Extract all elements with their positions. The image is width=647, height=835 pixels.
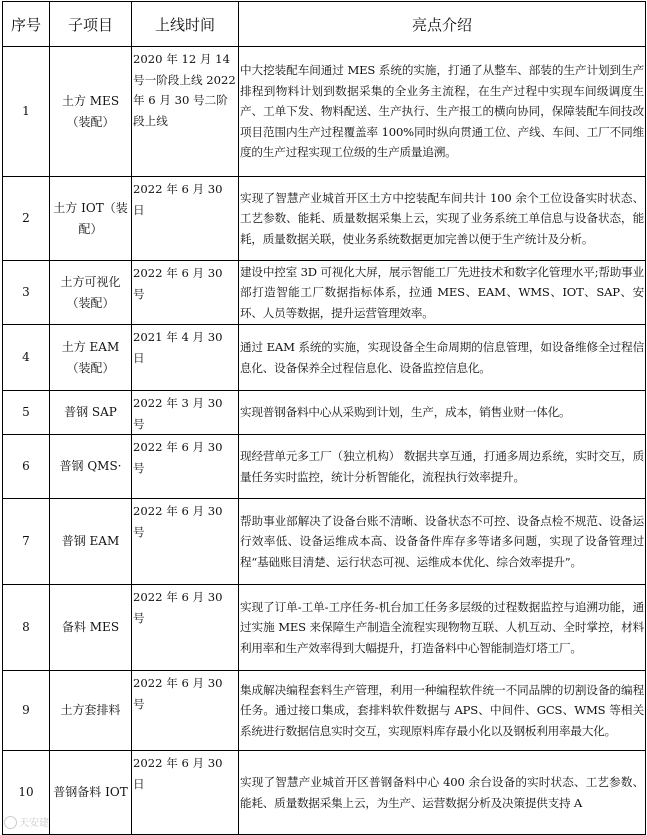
- table-row: [3, 435, 646, 499]
- highlight-cell: 建设中控室 3D 可视化大屏，展示智能工厂先进技术和数字化管理水平;帮助事业部打造智能工厂数据指标体系，拉通 MES、EAM、WMS、IOT、SAP、安环、人员等数据，提升运营管理效率。: [239, 261, 646, 325]
- launch-date-cell: 2022 年 6 月 30 号: [132, 435, 239, 499]
- subproject-cell: 土方 EAM（装配）: [50, 325, 132, 391]
- row-number: 5: [3, 391, 50, 435]
- launch-date-cell: 2022 年 6 月 30 号: [132, 671, 239, 751]
- subproject-cell: 普钢 QMS·: [50, 435, 132, 499]
- highlight-cell: 实现了订单-工单-工序任务-机台加工任务多层级的过程数据监控与追溯功能，通过实施 MES 来保障生产制造全流程实现物物互联、人机互动、全时掌控，材料利用率和生产效率得到大幅提升，打造备料中心智能制造灯塔工厂。: [239, 585, 646, 671]
- row-number: 4: [3, 325, 50, 391]
- highlight-cell: 中大挖装配车间通过 MES 系统的实施，打通了从整车、部装的生产计划到生产排程到物料计划到数据采集的全业务主流程，在生产过程中实现车间级调度生产、工单下发、物料配送、生产执行、生产报工的横向协同，保障装配车间技改项目范围内生产过程覆盖率 100%同时纵向贯通工位、产线、车间、工厂不同维度的生产过程实现工位级的生产质量追溯。: [239, 47, 646, 177]
- row-number: 6: [3, 435, 50, 499]
- highlight-cell: 现经营单元多工厂（独立机构） 数据共享互通，打通多周边系统，实时交互，质量任务实时监控，统计分析智能化，流程执行效率提升。: [239, 435, 646, 499]
- table-row: [3, 391, 646, 435]
- row-number: 7: [3, 499, 50, 585]
- row-number: 10: [3, 751, 50, 835]
- launch-date-cell: 2022 年 6 月 30 号: [132, 585, 239, 671]
- launch-date-cell: 2022 年 6 月 30 号: [132, 499, 239, 585]
- table-row: [3, 751, 646, 835]
- watermark: [4, 814, 49, 830]
- launch-date-cell: 2022 年 3 月 30 号: [132, 391, 239, 435]
- header-launch-time: 上线时间: [132, 2, 239, 47]
- subproject-cell: 土方 IOT（装配）: [50, 177, 132, 261]
- subproject-cell: 普钢 SAP: [50, 391, 132, 435]
- launch-date-cell: 2022 年 6 月 30 日: [132, 751, 239, 835]
- table-row: [3, 261, 646, 325]
- subproject-cell: 土方可视化（装配）: [50, 261, 132, 325]
- subproject-cell: 土方套排料: [50, 671, 132, 751]
- table-row: [3, 47, 646, 177]
- subproject-cell: 普钢 EAM: [50, 499, 132, 585]
- subproject-cell: 土方 MES（装配）: [50, 47, 132, 177]
- launch-date-cell: 2020 年 12 月 14 号一阶段上线 2022 年 6 月 30 号二阶段上线: [132, 47, 239, 177]
- table-row: [3, 585, 646, 671]
- subproject-cell: 普钢备料 IOT: [50, 751, 132, 835]
- launch-date-cell: 2021 年 4 月 30 日: [132, 325, 239, 391]
- highlight-cell: 集成解决编程套料生产管理，利用一种编程软件统一不同品牌的切割设备的编程任务。通过接口集成，套排料软件数据与 APS、中间件、GCS、WMS 等相关系统进行数据信息实时交互，实现原料库存最小化以及钢板利用率最大化。: [239, 671, 646, 751]
- header-row: [3, 2, 646, 47]
- launch-date-cell: 2022 年 6 月 30 日: [132, 177, 239, 261]
- table-row: [3, 177, 646, 261]
- launch-date-cell: 2022 年 6 月 30 号: [132, 261, 239, 325]
- row-number: 1: [3, 47, 50, 177]
- highlight-cell: 实现了智慧产业城首开区普钢备料中心 400 余台设备的实时状态、工艺参数、能耗、质量数据采集上云，为生产、运营数据分析及决策提供支持 A: [239, 751, 646, 835]
- row-number: 8: [3, 585, 50, 671]
- highlight-cell: 实现普钢备料中心从采购到计划，生产，成本，销售业财一体化。: [239, 391, 646, 435]
- row-number: 3: [3, 261, 50, 325]
- table-row: [3, 499, 646, 585]
- header-subproject: 子项目: [50, 2, 132, 47]
- highlight-cell: 帮助事业部解决了设备台账不清晰、设备状态不可控、设备点检不规范、设备运行效率低、设备运维成本高、设备备件库存多等诸多问题，实现了设备管理过程“基础账目清楚、运行状态可视、运维成本优化、综合效率提升”。: [239, 499, 646, 585]
- row-number: 9: [3, 671, 50, 751]
- table-row: [3, 325, 646, 391]
- subproject-cell: 备料 MES: [50, 585, 132, 671]
- header-highlights: 亮点介绍: [239, 2, 646, 47]
- watermark-text: 天安建: [19, 817, 49, 829]
- row-number: 2: [3, 177, 50, 261]
- watermark-logo-icon: [4, 816, 17, 829]
- table-row: [3, 671, 646, 751]
- highlight-cell: 通过 EAM 系统的实施，实现设备全生命周期的信息管理，如设备维修全过程信息化、设备保养全过程信息化、设备监控信息化。: [239, 325, 646, 391]
- highlight-cell: 实现了智慧产业城首开区土方中挖装配车间共计 100 余个工位设备实时状态、工艺参数、能耗、质量数据采集上云，实现了业务系统工单信息与设备状态，能耗，质量数据关联，使业务系统数据更加完善以便于生产统计及分析。: [239, 177, 646, 261]
- header-no: 序号: [3, 2, 50, 47]
- project-table: [2, 1, 646, 835]
